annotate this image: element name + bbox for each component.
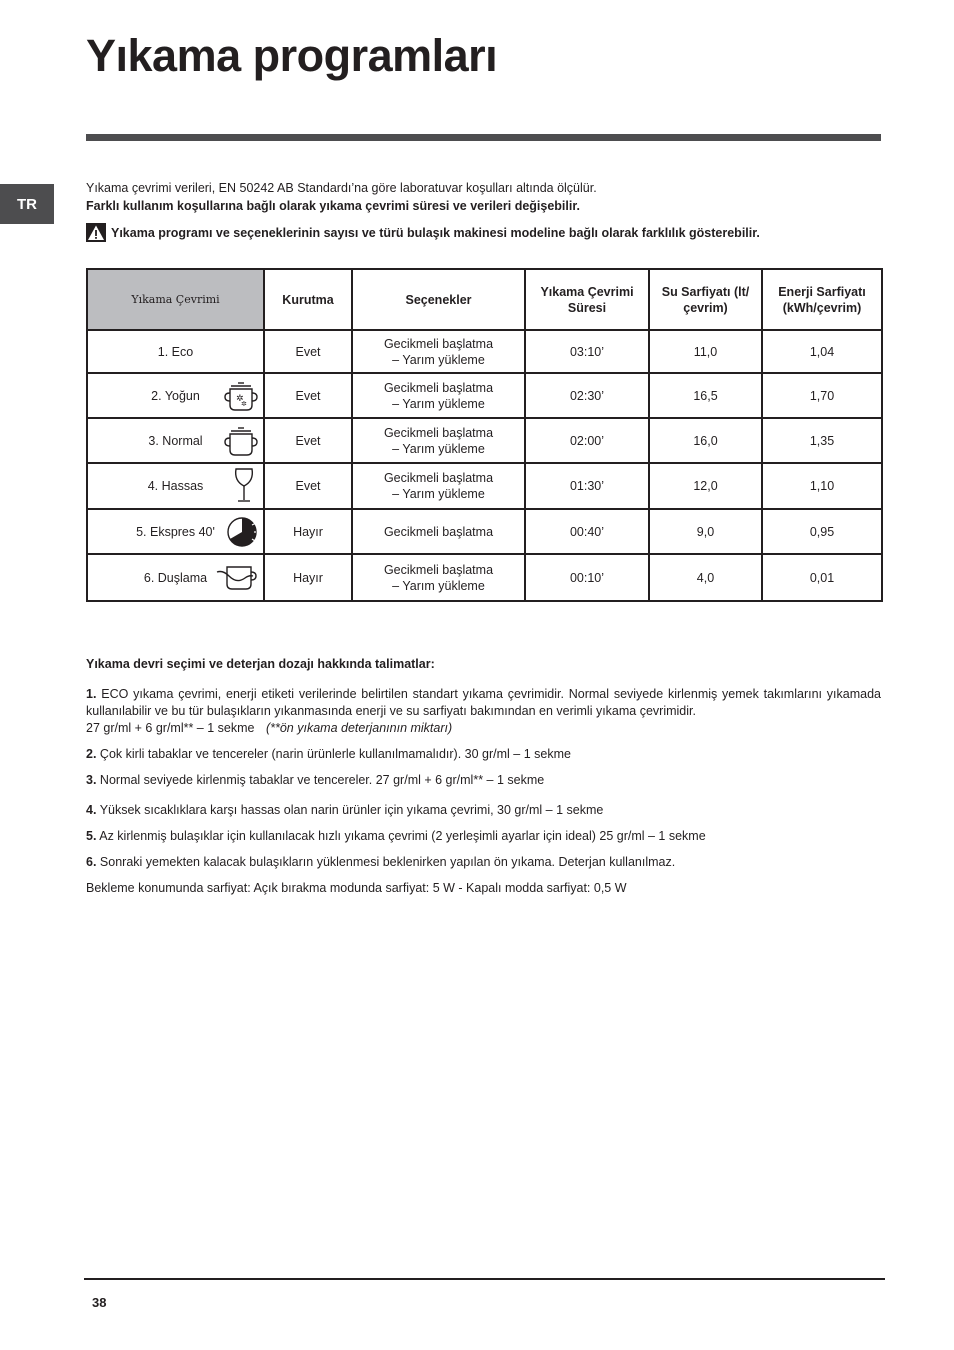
item-text: ECO yıkama çevrimi, enerji etiketi verilerinde belirtilen standart yıkama çevrimidir. Normal seviyede kirlenmiş yemek takımlarını yıkamada kullanılabilir ve bu tür bulaşıkların yıkanmasında enerji ve su sarfiyatı bakımından en verimli yıkama çevrimidir. xyxy=(86,687,881,718)
instruction-item-5 xyxy=(86,828,881,845)
program-name-cell xyxy=(87,418,264,463)
title-divider xyxy=(86,134,881,141)
program-name: 1. Eco xyxy=(87,330,264,373)
item-number: 6. xyxy=(86,855,97,869)
item-number: 3. xyxy=(86,773,97,787)
program-name: 6. Duşlama xyxy=(143,570,208,585)
options-value xyxy=(352,418,525,463)
item-number: 4. xyxy=(86,803,97,817)
item-number: 5. xyxy=(86,829,97,843)
svg-text:✲: ✲ xyxy=(241,399,247,408)
table-row xyxy=(87,330,882,373)
intro-text xyxy=(86,179,886,215)
header-su-line1: Su Sarfiyatı (lt/ xyxy=(661,284,750,299)
header-enerji-line1: Enerji Sarfiyatı xyxy=(778,284,866,299)
energy-value: 1,70 xyxy=(762,373,882,418)
header-sure-line1: Yıkama Çevrimi xyxy=(540,284,634,299)
kurutma-value: Evet xyxy=(264,373,352,418)
table-row xyxy=(87,373,882,418)
item-dose: 27 gr/ml + 6 gr/ml** – 1 sekme xyxy=(86,721,255,735)
table-row xyxy=(87,463,882,509)
item-text: Çok kirli tabaklar ve tencereler (narin ürünlerle kullanılmamalıdır). 30 gr/ml – 1 sekme xyxy=(99,747,571,761)
program-name-cell xyxy=(87,554,264,601)
energy-value: 1,35 xyxy=(762,418,882,463)
warning-text: Yıkama programı ve seçeneklerinin sayısı ve türü bulaşık makinesi modeline bağlı olarak farklılık gösterebilir. xyxy=(111,225,760,240)
express-clock-icon xyxy=(225,515,259,549)
program-name: 3. Normal xyxy=(148,433,203,448)
energy-value: 0,01 xyxy=(762,554,882,601)
item-text: Az kirlenmiş bulaşıklar için kullanılacak hızlı yıkama çevrimi (2 yerleşimli ayarlar için ideal) 25 gr/ml – 1 sekme xyxy=(99,829,706,843)
option-2: – Yarım yükleme xyxy=(392,352,485,367)
program-name: 4. Hassas xyxy=(147,479,204,493)
footer-divider xyxy=(84,1278,885,1280)
program-name: 5. Ekspres 40' xyxy=(136,524,215,539)
duration-value: 02:30’ xyxy=(525,373,649,418)
prewash-shower-icon xyxy=(215,562,259,594)
instructions-section xyxy=(86,656,881,906)
normal-pot-icon xyxy=(223,424,259,458)
table-row xyxy=(87,554,882,601)
option-1: Gecikmeli başlatma xyxy=(383,336,494,351)
item-number: 2. xyxy=(86,747,97,761)
header-su xyxy=(649,269,762,330)
kurutma-value: Evet xyxy=(264,330,352,373)
option-1: Gecikmeli başlatma xyxy=(383,562,494,577)
warning-triangle-icon xyxy=(86,223,106,242)
header-su-line2: çevrim) xyxy=(683,300,728,315)
intensive-pot-icon xyxy=(223,379,259,413)
standby-consumption: Bekleme konumunda sarfiyat: Açık bırakma modunda sarfiyat: 5 W - Kapalı modda sarfiyat: 0,5 W xyxy=(86,881,627,895)
option-1: Gecikmeli başlatma xyxy=(383,524,494,539)
header-sure-line2: Süresi xyxy=(567,300,607,315)
instruction-item-3 xyxy=(86,772,881,789)
instruction-item-6 xyxy=(86,854,881,871)
kurutma-value: Evet xyxy=(264,463,352,509)
option-2: – Yarım yükleme xyxy=(392,396,485,411)
table-row xyxy=(87,509,882,554)
kurutma-value: Evet xyxy=(264,418,352,463)
header-secenekler: Seçenekler xyxy=(352,269,525,330)
intro-line-2: Farklı kullanım koşullarına bağlı olarak yıkama çevrimi süresi ve verileri değişebilir. xyxy=(86,199,580,213)
water-value: 12,0 xyxy=(649,463,762,509)
kurutma-value: Hayır xyxy=(264,509,352,554)
item-text: Sonraki yemekten kalacak bulaşıkların yüklenmesi beklenirken yapılan ön yıkama. Deterjan kullanılmaz. xyxy=(99,855,676,869)
instructions-heading: Yıkama devri seçimi ve deterjan dozajı hakkında talimatlar: xyxy=(86,657,435,671)
energy-value: 0,95 xyxy=(762,509,882,554)
instruction-item-4 xyxy=(86,802,881,819)
header-enerji xyxy=(762,269,882,330)
instruction-item-1 xyxy=(86,686,881,737)
energy-value: 1,04 xyxy=(762,330,882,373)
water-value: 16,0 xyxy=(649,418,762,463)
wine-glass-icon xyxy=(229,467,259,505)
duration-value: 00:40’ xyxy=(525,509,649,554)
intro-line-1: Yıkama çevrimi verileri, EN 50242 AB Standardı’na göre laboratuvar koşulları altında ölçülür. xyxy=(86,181,597,195)
kurutma-value: Hayır xyxy=(264,554,352,601)
options-value xyxy=(352,330,525,373)
table-header-row xyxy=(87,269,882,330)
language-tab: TR xyxy=(0,184,54,224)
item-note: (**ön yıkama deterjanının miktarı) xyxy=(265,721,453,735)
option-1: Gecikmeli başlatma xyxy=(383,425,494,440)
options-value xyxy=(352,373,525,418)
water-value: 11,0 xyxy=(649,330,762,373)
duration-value: 02:00’ xyxy=(525,418,649,463)
duration-value: 01:30’ xyxy=(525,463,649,509)
item-text: Normal seviyede kirlenmiş tabaklar ve tencereler. 27 gr/ml + 6 gr/ml** – 1 sekme xyxy=(99,773,545,787)
warning-note xyxy=(86,223,886,242)
program-name-cell xyxy=(87,509,264,554)
options-value xyxy=(352,463,525,509)
instruction-item-2 xyxy=(86,746,881,763)
item-text: Yüksek sıcaklıklara karşı hassas olan narin ürünler için yıkama çevrimi, 30 gr/ml – 1 sekme xyxy=(99,803,604,817)
duration-value: 00:10’ xyxy=(525,554,649,601)
options-value xyxy=(352,554,525,601)
table-row xyxy=(87,418,882,463)
program-name-cell xyxy=(87,463,264,509)
header-enerji-line2: (kWh/çevrim) xyxy=(782,300,862,315)
energy-value: 1,10 xyxy=(762,463,882,509)
option-1: Gecikmeli başlatma xyxy=(383,380,494,395)
duration-value: 03:10’ xyxy=(525,330,649,373)
water-value: 4,0 xyxy=(649,554,762,601)
options-value xyxy=(352,509,525,554)
page-title: Yıkama programları xyxy=(86,30,498,81)
svg-text:✲: ✲ xyxy=(236,393,244,404)
water-value: 9,0 xyxy=(649,509,762,554)
option-2: – Yarım yükleme xyxy=(392,441,485,456)
programs-table xyxy=(86,268,883,602)
header-sure xyxy=(525,269,649,330)
option-2: – Yarım yükleme xyxy=(392,487,485,501)
program-name: 2. Yoğun xyxy=(151,388,200,403)
page-number: 38 xyxy=(92,1295,107,1310)
option-2: – Yarım yükleme xyxy=(392,578,485,593)
water-value: 16,5 xyxy=(649,373,762,418)
header-program: Yıkama Çevrimi xyxy=(87,269,264,330)
header-kurutma: Kurutma xyxy=(264,269,352,330)
program-name-cell xyxy=(87,373,264,418)
option-1: Gecikmeli başlatma xyxy=(383,471,494,485)
item-number: 1. xyxy=(86,687,97,701)
